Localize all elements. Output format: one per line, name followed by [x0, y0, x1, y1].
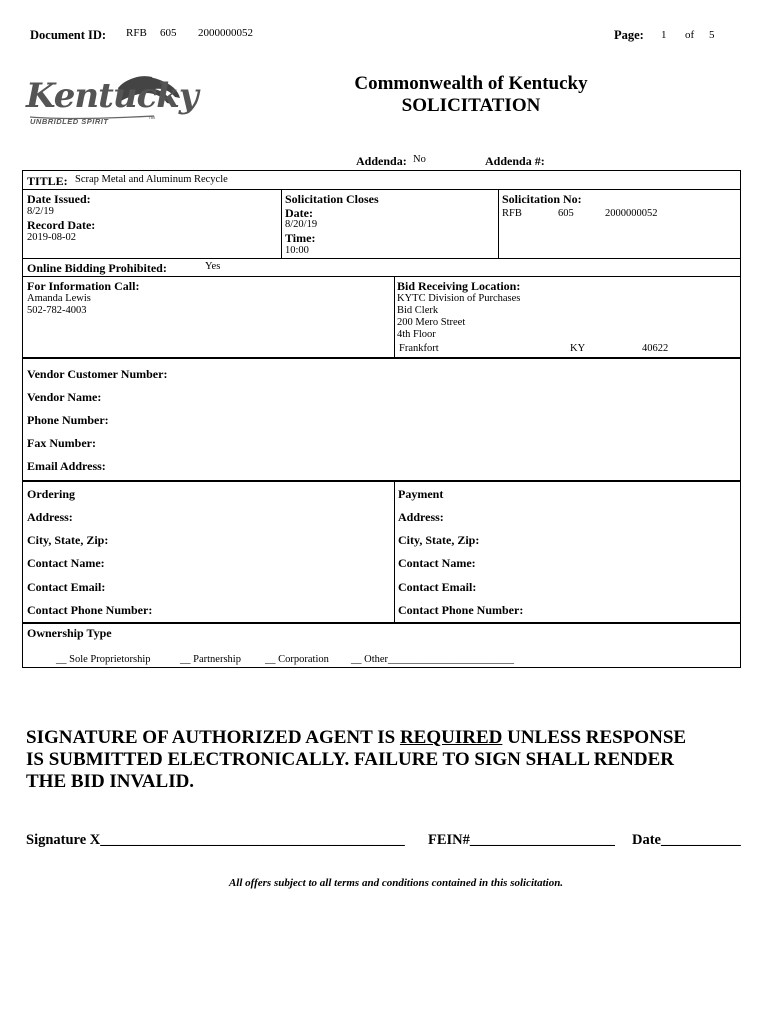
closes-time-label: Time: — [285, 231, 316, 245]
logo-tagline: UNBRIDLED SPIRIT — [30, 117, 109, 126]
document-id-label: Document ID: — [30, 28, 107, 42]
signature-field[interactable]: Signature X__________________________________________ — [26, 832, 405, 848]
closes-date-label: Date: — [285, 206, 313, 220]
ordering-payment-box — [22, 481, 741, 623]
solicitation-number-label: Solicitation No: — [502, 192, 582, 206]
ownership-other[interactable]: __ Other________________________ — [351, 654, 515, 665]
addenda-value: No — [413, 154, 426, 165]
bid-location-line3: 200 Mero Street — [397, 317, 466, 328]
signature-notice-line2: IS SUBMITTED ELECTRONICALLY. FAILURE TO SIGN SHALL RENDER — [26, 749, 674, 770]
solicitation-number-dept: 605 — [558, 208, 574, 219]
document-id-dept: 605 — [160, 27, 177, 39]
closes-label: Solicitation Closes — [285, 192, 379, 206]
bid-location-line1: KYTC Division of Purchases — [397, 293, 521, 304]
signature-notice-part2: UNLESS RESPONSE — [502, 727, 687, 748]
ownership-corporation[interactable]: __ Corporation — [265, 654, 329, 665]
ordering-contact-name-label: Contact Name: — [27, 556, 105, 570]
addenda-number-label: Addenda #: — [485, 154, 545, 168]
page-of: of — [685, 29, 695, 41]
online-bidding-label: Online Bidding Prohibited: — [27, 261, 167, 275]
logo-wordmark: Kentucky — [26, 76, 198, 116]
bid-location-city: Frankfort — [399, 343, 439, 354]
vendor-customer-number-label: Vendor Customer Number: — [27, 367, 168, 381]
signature-notice-required: REQUIRED — [399, 727, 503, 748]
page-current: 1 — [661, 29, 667, 41]
solicitation-number-type: RFB — [502, 208, 522, 219]
fein-field[interactable]: FEIN#____________________ — [428, 832, 615, 848]
title-label: TITLE: — [27, 174, 68, 188]
page-title-line2: SOLICITATION — [401, 95, 541, 116]
closes-date-value: 8/20/19 — [285, 219, 318, 230]
page-label: Page: — [614, 28, 644, 42]
kentucky-logo — [26, 72, 198, 134]
bid-location-zip: 40622 — [642, 343, 669, 354]
info-call-label: For Information Call: — [27, 279, 140, 293]
date-issued-label: Date Issued: — [27, 192, 91, 206]
ownership-sole-proprietorship[interactable]: __ Sole Proprietorship — [56, 654, 151, 665]
bid-location-state: KY — [570, 343, 586, 354]
ordering-contact-phone-label: Contact Phone Number: — [27, 603, 153, 617]
payment-contact-email-label: Contact Email: — [398, 580, 477, 594]
vendor-fax-label: Fax Number: — [27, 436, 96, 450]
closes-time-value: 10:00 — [285, 245, 309, 256]
ordering-address-label: Address: — [27, 510, 73, 524]
vendor-email-label: Email Address: — [27, 459, 106, 473]
ownership-partnership[interactable]: __ Partnership — [180, 654, 241, 665]
ordering-header: Ordering — [27, 487, 75, 501]
ordering-city-label: City, State, Zip: — [27, 533, 109, 547]
page-title-line1: Commonwealth of Kentucky — [354, 73, 588, 94]
document-id-type: RFB — [126, 27, 147, 39]
vendor-name-label: Vendor Name: — [27, 390, 102, 404]
signature-notice-line3: THE BID INVALID. — [26, 771, 195, 792]
record-date-value: 2019-08-02 — [27, 232, 76, 243]
bid-location-line2: Bid Clerk — [397, 305, 439, 316]
signature-notice — [26, 727, 686, 793]
payment-address-label: Address: — [398, 510, 444, 524]
ownership-type-label: Ownership Type — [27, 626, 112, 640]
document-id-number: 2000000052 — [198, 27, 253, 39]
info-call-name: Amanda Lewis — [27, 293, 91, 304]
solicitation-number-id: 2000000052 — [605, 208, 658, 219]
ordering-contact-email-label: Contact Email: — [27, 580, 106, 594]
payment-contact-name-label: Contact Name: — [398, 556, 476, 570]
bid-location-line4: 4th Floor — [397, 329, 436, 340]
payment-contact-phone-label: Contact Phone Number: — [398, 603, 524, 617]
vendor-phone-label: Phone Number: — [27, 413, 109, 427]
payment-city-label: City, State, Zip: — [398, 533, 480, 547]
signature-notice-part1: SIGNATURE OF AUTHORIZED AGENT IS — [26, 727, 400, 748]
payment-header: Payment — [398, 487, 444, 501]
bid-location-label: Bid Receiving Location: — [397, 279, 521, 293]
date-field[interactable]: Date___________ — [632, 832, 741, 848]
terms-footer-note: All offers subject to all terms and conditions contained in this solicitation. — [228, 877, 564, 889]
info-call-phone: 502-782-4003 — [27, 305, 87, 316]
addenda-label: Addenda: — [356, 154, 407, 168]
page-total: 5 — [709, 29, 715, 41]
logo-trademark: ™ — [148, 116, 155, 123]
record-date-label: Record Date: — [27, 218, 96, 232]
date-issued-value: 8/2/19 — [27, 206, 54, 217]
online-bidding-value: Yes — [205, 261, 221, 272]
title-value: Scrap Metal and Aluminum Recycle — [75, 174, 228, 185]
